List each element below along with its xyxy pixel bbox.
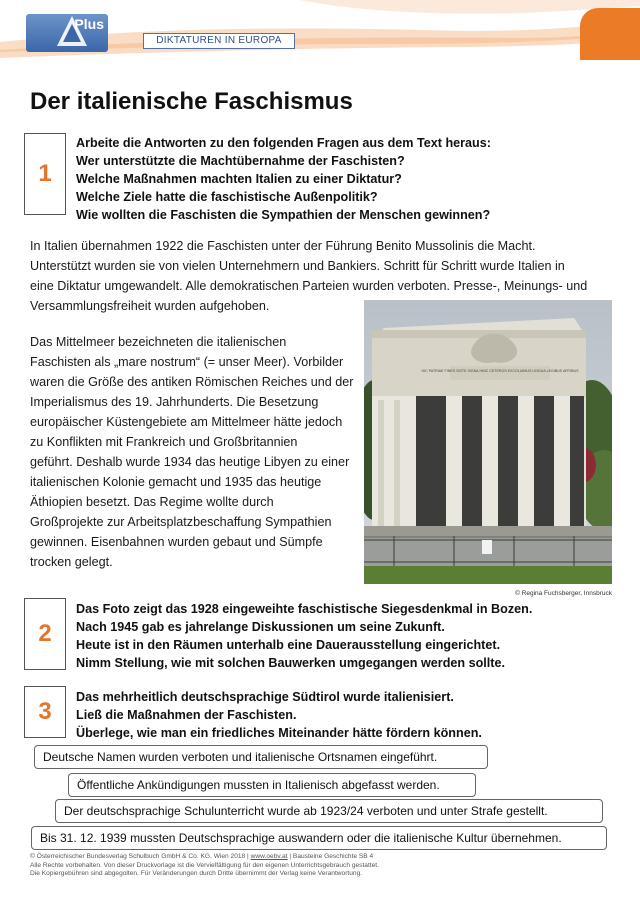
task-number-box: 2 <box>24 598 66 670</box>
text-line: europäischer Küstengebiete am Mittelmeer hätte jedoch <box>30 415 343 429</box>
task-line: Überlege, wie man ein friedliches Miteinander hätte fördern können. <box>76 726 482 740</box>
task-line: Heute ist in den Räumen unterhalb eine Dauerausstellung eingerichtet. <box>76 638 501 652</box>
monument-illustration <box>364 300 612 584</box>
text-line: zu Konflikten mit Frankreich und Großbritannien <box>30 435 298 449</box>
task-instructions <box>76 134 491 224</box>
footer-line: Alle Rechte vorbehalten. Von dieser Druckvorlage ist die Vervielfältigung für den eigenen Unterrichtsgebrauch gestattet. <box>30 861 379 869</box>
footer-series: | Bausteine Geschichte SB 4 <box>289 853 374 860</box>
task-instructions <box>76 688 482 742</box>
logo-text: Plus <box>74 16 104 32</box>
series-label: DIKTATUREN IN EUROPA <box>143 33 295 49</box>
orange-corner-decoration <box>580 8 640 60</box>
text-line: Faschisten als „mare nostrum“ (= unser Meer). Vorbilder <box>30 355 344 369</box>
page-header <box>0 0 640 62</box>
text-line: In Italien übernahmen 1922 die Faschisten unter der Führung Benito Mussolinis die Macht. <box>30 239 536 253</box>
task-line: Ließ die Maßnahmen der Faschisten. <box>76 708 297 722</box>
footer-line: Die Kopiergebühren sind abgegolten. Für Veränderungen durch Dritte übernimmt der Verlag keine Verantwortung. <box>30 870 363 877</box>
text-line: gewinnen. Eisenbahnen wurden gebaut und Sümpfe <box>30 535 323 549</box>
task-line: Nimm Stellung, wie mit solchen Bauwerken umgegangen werden sollte. <box>76 656 505 670</box>
task-number-box: 3 <box>24 686 66 738</box>
text-line: trocken gelegt. <box>30 555 113 569</box>
text-line: Großprojekte zur Arbeitsplatzbeschaffung Sympathien <box>30 515 332 529</box>
footer-line <box>30 853 379 862</box>
task-line: Nach 1945 gab es jahrelange Diskussionen um seine Zukunft. <box>76 620 445 634</box>
text-line: Versammlungsfreiheit wurden aufgehoben. <box>30 299 270 313</box>
task-line: Wie wollten die Faschisten die Sympathien der Menschen gewinnen? <box>76 208 491 222</box>
text-line: Imperialismus des 19. Jahrhunderts. Die Besetzung <box>30 395 319 409</box>
publisher-website-link[interactable]: www.oebv.at <box>250 853 288 860</box>
task-line: Welche Ziele hatte die faschistische Außenpolitik? <box>76 190 378 204</box>
photo-caption: © Regina Fuchsberger, Innsbruck <box>515 590 612 597</box>
text-line: Äthiopien besetzt. Das Regime wollte durch <box>30 495 274 509</box>
answer-card[interactable]: Öffentliche Ankündigungen mussten in Italienisch abgefasst werden. <box>68 773 476 797</box>
task-line: Wer unterstützte die Machtübernahme der Faschisten? <box>76 154 405 168</box>
text-line: geführt. Deshalb wurde 1934 das heutige Libyen zu einer <box>30 455 350 469</box>
answer-card[interactable]: Bis 31. 12. 1939 mussten Deutschsprachige auswandern oder die italienische Kultur übernehmen. <box>31 826 607 850</box>
foreign-policy-paragraph <box>30 332 353 572</box>
answer-card[interactable]: Deutsche Namen wurden verboten und italienische Ortsnamen eingeführt. <box>34 745 488 769</box>
copyright-footer <box>30 853 379 879</box>
publisher-logo <box>26 14 108 52</box>
text-line: waren die Größe des antiken Römischen Reiches und der <box>30 375 354 389</box>
task-instructions <box>76 600 532 672</box>
task-line: Das Foto zeigt das 1928 eingeweihte faschistische Siegesdenkmal in Bozen. <box>76 602 533 616</box>
text-line: Unterstützt wurden sie von vielen Unternehmern und Bankiers. Schritt für Schritt wurde Italien in <box>30 259 565 273</box>
answer-card[interactable]: Der deutschsprachige Schulunterricht wurde ab 1923/24 verboten und unter Strafe gestellt. <box>55 799 603 823</box>
text-line: eine Diktatur umgewandelt. Alle demokratischen Parteien wurden verboten. Presse-, Meinungs- und <box>30 279 588 293</box>
monument-inscription: HIC PATRIAE FINES SISTE SIGNA HINC CETEROS EXCOLUIMUS LINGUA LEGIBUS ARTIBUS <box>421 369 579 373</box>
task-line: Arbeite die Antworten zu den folgenden Fragen aus dem Text heraus: <box>76 136 491 150</box>
task-line: Das mehrheitlich deutschsprachige Südtirol wurde italienisiert. <box>76 690 454 704</box>
victory-monument-photo <box>364 300 612 584</box>
text-line: Das Mittelmeer bezeichneten die italienischen <box>30 335 287 349</box>
task-number-box: 1 <box>24 133 66 215</box>
text-line: italienischen Kolonie gemacht und 1935 das heutige <box>30 475 322 489</box>
page-title: Der italienische Faschismus <box>30 88 353 115</box>
task-line: Welche Maßnahmen machten Italien zu einer Diktatur? <box>76 172 402 186</box>
footer-publisher: © Österreichischer Bundesverlag Schulbuch GmbH & Co. KG, Wien 2018 | <box>30 853 249 860</box>
